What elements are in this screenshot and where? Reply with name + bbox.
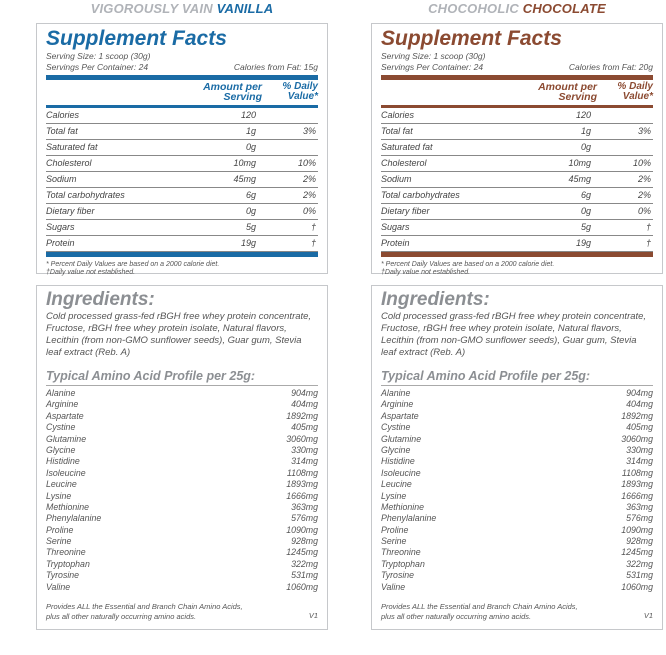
- amino-acid-name: Serine: [381, 536, 407, 547]
- amino-acid-row: [381, 468, 653, 479]
- facts-column-header: [381, 80, 653, 104]
- nutrient-daily-value: [256, 108, 318, 123]
- amino-acid-row: [46, 502, 318, 513]
- nutrient-name: Calories: [381, 110, 415, 120]
- nutrient-row: [46, 172, 318, 188]
- amino-acid-value: 405mg: [626, 422, 653, 433]
- amino-acid-value: 1245mg: [286, 547, 318, 558]
- nutrient-name: Total fat: [381, 126, 413, 136]
- amino-acid-name: Phenylalanine: [46, 513, 102, 524]
- amino-acid-row: [381, 422, 653, 433]
- amino-acid-value: 531mg: [626, 570, 653, 581]
- amino-acid-name: Valine: [46, 581, 71, 592]
- nutrient-row: [46, 156, 318, 172]
- serving-size-text: Serving Size: 1 scoop (30g): [381, 51, 486, 61]
- nutrient-list: [381, 108, 653, 252]
- nutrient-amount: 10mg: [568, 158, 591, 168]
- nutrient-amount: 10mg: [233, 158, 256, 168]
- amino-acid-name: Tryptophan: [381, 558, 425, 569]
- nutrient-daily-value: 0%: [302, 206, 316, 216]
- ingredients-text: Cold processed grass-fed rBGH free whey protein concentrate, Fructose, rBGH free whey protein isolate, Natural flavors, Lecithin (from non-GMO sunflower seeds), Guar gum, Stevia leaf extract (Reb. A): [381, 311, 647, 358]
- serving-size: [46, 51, 318, 62]
- chocolate-label-column: [371, 0, 663, 630]
- amino-acid-row: [46, 582, 318, 593]
- nutrient-daily-value: [591, 140, 653, 155]
- amino-acid-name: Aspartate: [381, 410, 419, 421]
- nutrient-amount: 1g: [245, 126, 256, 136]
- ingredients-title: Ingredients:: [46, 289, 155, 310]
- calories-from-fat: Calories from Fat: 15g: [233, 62, 318, 72]
- footnote-not-established: †Daily value not established.: [46, 269, 136, 276]
- ingredients-title: Ingredients:: [381, 289, 490, 310]
- amino-acid-name: Tyrosine: [46, 570, 80, 581]
- amino-acid-row: [381, 547, 653, 558]
- nutrient-row: [381, 140, 653, 156]
- nutrient-amount: 45mg: [568, 174, 591, 184]
- amino-divider: [381, 385, 653, 386]
- nutrient-name: Total carbohydrates: [381, 190, 460, 200]
- facts-divider-bottom: [381, 252, 653, 257]
- nutrient-name: Calories: [46, 110, 80, 120]
- amino-acid-row: [381, 582, 653, 593]
- amino-acid-value: 904mg: [626, 388, 653, 398]
- nutrient-name: Total carbohydrates: [46, 190, 125, 200]
- amino-acid-value: 1108mg: [621, 467, 653, 478]
- amino-acid-value: 330mg: [626, 444, 653, 455]
- amino-acid-value: 363mg: [626, 501, 653, 512]
- servings-row: [46, 62, 318, 73]
- amino-acid-value: 1060mg: [621, 581, 653, 592]
- amino-acid-value: 928mg: [291, 536, 318, 547]
- nutrient-name: Dietary fiber: [46, 206, 95, 216]
- amino-acid-value: 404mg: [626, 399, 653, 410]
- nutrient-daily-value: †: [310, 238, 316, 248]
- amino-acid-row: [381, 445, 653, 456]
- nutrient-daily-value: 3%: [302, 126, 316, 136]
- facts-footnote: [46, 261, 318, 277]
- amino-acid-name: Histidine: [46, 456, 80, 467]
- amino-acid-value: 322mg: [626, 558, 653, 569]
- nutrient-amount: 1g: [580, 126, 591, 136]
- amino-acid-name: Serine: [46, 536, 72, 547]
- nutrient-amount: 120: [240, 110, 256, 120]
- nutrient-daily-value: †: [645, 222, 651, 232]
- amino-acid-value: 363mg: [291, 501, 318, 512]
- amino-acid-value: 1893mg: [621, 479, 653, 490]
- nutrient-name: Cholesterol: [381, 158, 427, 168]
- amino-acid-name: Arginine: [46, 399, 79, 410]
- amino-acid-row: [381, 399, 653, 410]
- facts-divider-bottom: [46, 252, 318, 257]
- amino-acid-value: 1060mg: [286, 581, 318, 592]
- nutrient-name: Sodium: [381, 174, 412, 184]
- amino-divider: [46, 385, 318, 386]
- amino-acid-value: 531mg: [291, 570, 318, 581]
- nutrient-daily-value: 0%: [637, 206, 651, 216]
- nutrient-name: Total fat: [46, 126, 78, 136]
- nutrient-daily-value: †: [310, 222, 316, 232]
- nutrient-amount: 0g: [580, 142, 591, 152]
- amino-acid-name: Glycine: [46, 444, 76, 455]
- amino-acid-value: 314mg: [291, 456, 318, 467]
- amino-acid-name: Isoleucine: [381, 467, 421, 478]
- amino-acid-value: 1245mg: [621, 547, 653, 558]
- nutrient-daily-value: 10%: [632, 158, 651, 168]
- amino-footer: [381, 602, 653, 621]
- amino-acid-name: Threonine: [46, 547, 86, 558]
- nutrient-row: [46, 236, 318, 252]
- product-title-prefix: CHOCOHOLIC: [428, 1, 519, 16]
- amino-acid-row: [381, 559, 653, 570]
- amino-acid-row: [46, 513, 318, 524]
- amino-acid-value: 1090mg: [621, 524, 653, 535]
- amino-acid-row: [381, 491, 653, 502]
- nutrient-list: [46, 108, 318, 252]
- nutrient-daily-value: †: [645, 238, 651, 248]
- servings-per-container: Servings Per Container: 24: [381, 62, 484, 72]
- amino-acid-name: Phenylalanine: [381, 513, 437, 524]
- amino-acid-value: 904mg: [291, 388, 318, 398]
- amino-acid-value: 404mg: [291, 399, 318, 410]
- amino-acid-value: 1666mg: [621, 490, 653, 501]
- product-title: [371, 0, 663, 18]
- nutrient-amount: 6g: [580, 190, 591, 200]
- amino-acid-list: [381, 388, 653, 593]
- amino-acid-name: Tryptophan: [46, 558, 90, 569]
- nutrient-amount: 45mg: [233, 174, 256, 184]
- nutrient-amount: 19g: [240, 238, 256, 248]
- nutrient-name: Protein: [46, 238, 75, 248]
- product-title: [36, 0, 328, 18]
- amino-acid-row: [381, 513, 653, 524]
- amino-acid-name: Glycine: [381, 444, 411, 455]
- footnote-daily-values: * Percent Daily Values are based on a 2000 calorie diet.: [46, 261, 220, 268]
- amino-acid-name: Glutamine: [381, 433, 422, 444]
- amino-acid-row: [381, 411, 653, 422]
- nutrient-row: [381, 236, 653, 252]
- amino-acid-name: Methionine: [46, 501, 90, 512]
- amino-acid-value: 1893mg: [286, 479, 318, 490]
- amino-acid-row: [46, 388, 318, 399]
- facts-footnote: [381, 261, 653, 277]
- daily-value-header: % Daily Value*: [282, 81, 318, 102]
- serving-size-text: Serving Size: 1 scoop (30g): [46, 51, 151, 61]
- nutrient-daily-value: [591, 108, 653, 123]
- nutrient-row: [46, 204, 318, 220]
- amino-footer-text: Provides ALL the Essential and Branch Chain Amino Acids, plus all other naturally occurring amino acids.: [381, 602, 578, 621]
- amino-profile-title: Typical Amino Acid Profile per 25g:: [46, 369, 256, 383]
- vanilla-label-column: [36, 0, 328, 630]
- amino-acid-value: 1666mg: [286, 490, 318, 501]
- facts-column-header: [46, 80, 318, 104]
- amino-acid-value: 330mg: [291, 444, 318, 455]
- amino-acid-name: Proline: [46, 524, 74, 535]
- amino-acid-name: Glutamine: [46, 433, 87, 444]
- servings-per-container: Servings Per Container: 24: [46, 62, 149, 72]
- nutrient-name: Dietary fiber: [381, 206, 430, 216]
- amino-acid-row: [46, 479, 318, 490]
- nutrient-amount: 0g: [580, 206, 591, 216]
- supplement-facts-panel: [371, 23, 663, 274]
- amino-acid-row: [46, 456, 318, 467]
- amino-acid-name: Alanine: [46, 388, 76, 398]
- amino-acid-row: [46, 547, 318, 558]
- nutrient-daily-value: 10%: [297, 158, 316, 168]
- nutrient-name: Saturated fat: [381, 142, 433, 152]
- nutrient-row: [46, 140, 318, 156]
- amino-acid-row: [381, 388, 653, 399]
- ingredients-text: Cold processed grass-fed rBGH free whey protein concentrate, Fructose, rBGH free whey protein isolate, Natural flavors, Lecithin (from non-GMO sunflower seeds), Guar gum, Stevia leaf extract (Reb. A): [46, 311, 312, 358]
- nutrient-name: Protein: [381, 238, 410, 248]
- amino-acid-name: Lysine: [381, 490, 407, 501]
- nutrient-row: [381, 204, 653, 220]
- amino-footer: [46, 602, 318, 621]
- amino-acid-name: Alanine: [381, 388, 411, 398]
- nutrient-amount: 120: [575, 110, 591, 120]
- nutrient-row: [46, 124, 318, 140]
- amino-acid-row: [46, 559, 318, 570]
- amino-profile-title: Typical Amino Acid Profile per 25g:: [381, 369, 591, 383]
- amino-acid-list: [46, 388, 318, 593]
- nutrient-daily-value: 2%: [302, 174, 316, 184]
- amino-acid-name: Proline: [381, 524, 409, 535]
- ingredients-panel: [36, 285, 328, 630]
- amino-acid-name: Leucine: [381, 479, 412, 490]
- amino-acid-value: 322mg: [291, 558, 318, 569]
- product-title-prefix: VIGOROUSLY VAIN: [90, 1, 213, 16]
- nutrient-amount: 5g: [245, 222, 256, 232]
- nutrient-amount: 19g: [575, 238, 591, 248]
- nutrient-amount: 6g: [245, 190, 256, 200]
- amino-acid-row: [46, 422, 318, 433]
- servings-row: [381, 62, 653, 73]
- supplement-facts-panel: [36, 23, 328, 274]
- nutrient-amount: 5g: [580, 222, 591, 232]
- nutrient-name: Sugars: [46, 222, 75, 232]
- nutrient-daily-value: 2%: [637, 190, 651, 200]
- nutrient-name: Cholesterol: [46, 158, 92, 168]
- amino-acid-name: Valine: [381, 581, 406, 592]
- amino-acid-value: 576mg: [291, 513, 318, 524]
- nutrient-daily-value: 2%: [302, 190, 316, 200]
- nutrient-daily-value: 3%: [637, 126, 651, 136]
- product-title-flavor: VANILLA: [216, 1, 274, 16]
- nutrient-daily-value: [256, 140, 318, 155]
- product-title-flavor: CHOCOLATE: [522, 1, 606, 16]
- nutrient-row: [46, 220, 318, 236]
- serving-size: [381, 51, 653, 62]
- amino-acid-row: [381, 434, 653, 445]
- nutrient-row: [381, 108, 653, 124]
- amino-acid-name: Threonine: [381, 547, 421, 558]
- nutrient-row: [381, 124, 653, 140]
- amino-acid-row: [46, 411, 318, 422]
- amino-acid-row: [381, 570, 653, 581]
- amino-acid-row: [381, 525, 653, 536]
- nutrient-daily-value: 2%: [637, 174, 651, 184]
- amino-acid-row: [46, 399, 318, 410]
- amino-acid-name: Isoleucine: [46, 467, 86, 478]
- amino-acid-row: [46, 525, 318, 536]
- amino-acid-value: 3060mg: [621, 433, 653, 444]
- amino-acid-row: [46, 468, 318, 479]
- amino-acid-value: 3060mg: [286, 433, 318, 444]
- amino-footer-text: Provides ALL the Essential and Branch Chain Amino Acids, plus all other naturally occurring amino acids.: [46, 602, 243, 621]
- nutrient-row: [46, 188, 318, 204]
- ingredients-panel: [371, 285, 663, 630]
- amino-acid-row: [46, 536, 318, 547]
- amino-acid-value: 576mg: [626, 513, 653, 524]
- amino-acid-value: 1108mg: [286, 467, 318, 478]
- amino-acid-row: [46, 570, 318, 581]
- amino-acid-name: Aspartate: [46, 410, 84, 421]
- nutrient-name: Saturated fat: [46, 142, 98, 152]
- footnote-not-established: †Daily value not established.: [381, 269, 471, 276]
- amino-acid-name: Leucine: [46, 479, 77, 490]
- amino-acid-value: 928mg: [626, 536, 653, 547]
- nutrient-amount: 0g: [245, 142, 256, 152]
- amino-acid-value: 314mg: [626, 456, 653, 467]
- nutrient-row: [381, 172, 653, 188]
- amino-acid-name: Tyrosine: [381, 570, 415, 581]
- nutrient-row: [381, 188, 653, 204]
- amino-acid-name: Histidine: [381, 456, 415, 467]
- amino-acid-row: [381, 479, 653, 490]
- amino-acid-row: [381, 456, 653, 467]
- amount-per-serving-header: Amount per Serving: [538, 81, 597, 103]
- amino-acid-value: 1892mg: [286, 410, 318, 421]
- amino-acid-name: Cystine: [46, 422, 76, 433]
- daily-value-header: % Daily Value*: [617, 81, 653, 102]
- amino-acid-name: Cystine: [381, 422, 411, 433]
- amino-acid-name: Arginine: [381, 399, 414, 410]
- supplement-facts-title: Supplement Facts: [381, 27, 562, 50]
- amino-acid-name: Lysine: [46, 490, 72, 501]
- amino-acid-row: [381, 536, 653, 547]
- nutrient-amount: 0g: [245, 206, 256, 216]
- version-label: V1: [643, 610, 653, 620]
- version-label: V1: [308, 610, 318, 620]
- nutrient-name: Sodium: [46, 174, 77, 184]
- nutrient-name: Sugars: [381, 222, 410, 232]
- amino-acid-row: [46, 445, 318, 456]
- amount-per-serving-header: Amount per Serving: [203, 81, 262, 103]
- amino-acid-name: Methionine: [381, 501, 425, 512]
- amino-acid-value: 405mg: [291, 422, 318, 433]
- nutrient-row: [46, 108, 318, 124]
- footnote-daily-values: * Percent Daily Values are based on a 2000 calorie diet.: [381, 261, 555, 268]
- amino-acid-row: [46, 434, 318, 445]
- nutrient-row: [381, 156, 653, 172]
- amino-acid-row: [46, 491, 318, 502]
- nutrient-row: [381, 220, 653, 236]
- amino-acid-row: [381, 502, 653, 513]
- amino-acid-value: 1892mg: [621, 410, 653, 421]
- supplement-facts-title: Supplement Facts: [46, 27, 227, 50]
- calories-from-fat: Calories from Fat: 20g: [568, 62, 653, 72]
- amino-acid-value: 1090mg: [286, 524, 318, 535]
